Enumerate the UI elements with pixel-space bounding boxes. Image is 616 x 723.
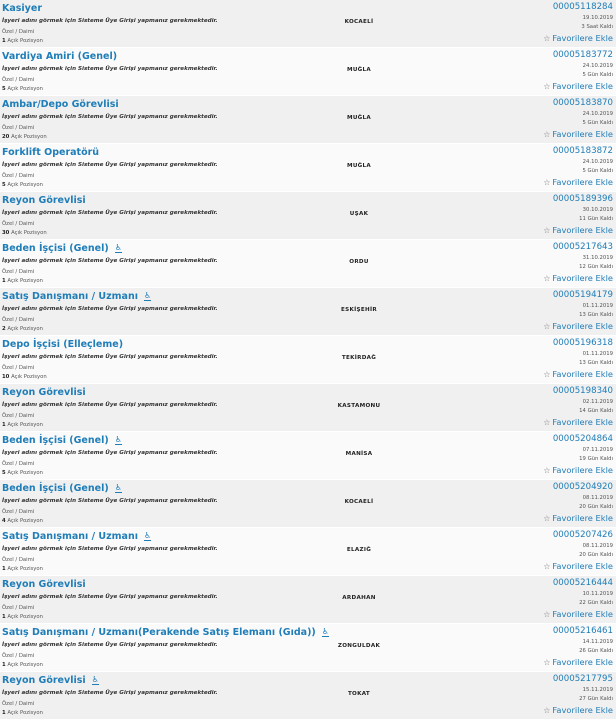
add-favorite-button[interactable] — [543, 177, 613, 187]
add-favorite-button[interactable] — [543, 369, 613, 379]
star-icon: ☆ — [543, 274, 551, 283]
job-deadline-date: 10.11.2019 — [582, 591, 613, 597]
job-id-link[interactable]: 00005204864 — [552, 434, 613, 444]
add-favorite-label: Favorilere Ekle — [552, 513, 613, 523]
time-remaining: 26 Gün Kaldı — [579, 648, 613, 654]
job-title-text: Beden İşçisi (Genel) — [2, 243, 109, 254]
job-city: MANİSA — [345, 451, 373, 457]
employer-notice: İşyeri adını görmek için Sisteme Üye Girişi yapmanız gerekmektedir. — [2, 66, 218, 72]
open-positions — [2, 326, 43, 332]
star-icon: ☆ — [543, 322, 551, 331]
time-remaining: 5 Gün Kaldı — [582, 168, 613, 174]
open-positions-count: 10 — [2, 374, 10, 380]
job-title-link[interactable] — [2, 195, 86, 206]
open-positions-label: Açık Pozisyon — [7, 326, 44, 332]
job-row — [0, 144, 616, 192]
job-deadline-date: 01.11.2019 — [582, 351, 613, 357]
job-deadline-date: 08.11.2019 — [582, 543, 613, 549]
job-title-text: Forklift Operatörü — [2, 147, 100, 158]
employer-notice: İşyeri adını görmek için Sisteme Üye Girişi yapmanız gerekmektedir. — [2, 258, 218, 264]
open-positions-count: 1 — [2, 614, 6, 620]
job-deadline-date: 31.10.2019 — [582, 255, 613, 261]
job-title-text: Vardiya Amiri (Genel) — [2, 51, 118, 62]
star-icon: ☆ — [543, 370, 551, 379]
job-city: UŞAK — [349, 211, 369, 217]
job-deadline-date: 15.11.2019 — [582, 687, 613, 693]
star-icon: ☆ — [543, 610, 551, 619]
open-positions — [2, 182, 43, 188]
open-positions — [2, 86, 43, 92]
job-id-link[interactable]: 00005183872 — [552, 146, 613, 156]
job-id-link[interactable]: 00005207426 — [552, 530, 613, 540]
job-title-text: Beden İşçisi (Genel) — [2, 483, 109, 494]
add-favorite-label: Favorilere Ekle — [552, 81, 613, 91]
job-title-link[interactable] — [2, 243, 122, 254]
job-city: MUĞLA — [346, 163, 372, 169]
add-favorite-label: Favorilere Ekle — [552, 657, 613, 667]
wheelchair-icon: ♿ — [143, 291, 152, 300]
job-id-link[interactable]: 00005118284 — [552, 2, 613, 12]
job-id-link[interactable]: 00005216461 — [552, 626, 613, 636]
open-positions — [2, 230, 47, 236]
job-id-link[interactable]: 00005216444 — [552, 578, 613, 588]
star-icon: ☆ — [543, 658, 551, 667]
open-positions-count: 1 — [2, 662, 6, 668]
star-icon: ☆ — [543, 418, 551, 427]
time-remaining: 13 Gün Kaldı — [579, 312, 613, 318]
job-title-link[interactable] — [2, 147, 99, 158]
add-favorite-button[interactable] — [543, 465, 613, 475]
employer-notice: İşyeri adını görmek için Sisteme Üye Girişi yapmanız gerekmektedir. — [2, 162, 218, 168]
time-remaining: 14 Gün Kaldı — [579, 408, 613, 414]
employment-type: Özel / Daimi — [2, 413, 35, 419]
job-title-text: Kasiyer — [2, 3, 43, 14]
open-positions-label: Açık Pozisyon — [7, 422, 44, 428]
job-row — [0, 576, 616, 624]
employer-notice: İşyeri adını görmek için Sisteme Üye Girişi yapmanız gerekmektedir. — [2, 114, 218, 120]
time-remaining: 13 Gün Kaldı — [579, 360, 613, 366]
wheelchair-icon: ♿ — [143, 531, 152, 540]
add-favorite-label: Favorilere Ekle — [552, 561, 613, 571]
open-positions-count: 4 — [2, 518, 6, 524]
open-positions-count: 1 — [2, 566, 6, 572]
wheelchair-icon: ♿ — [114, 243, 122, 252]
add-favorite-label: Favorilere Ekle — [552, 465, 613, 475]
open-positions-count: 1 — [2, 710, 6, 716]
employment-type: Özel / Daimi — [2, 557, 35, 563]
job-city: KOCAELİ — [344, 499, 374, 505]
job-title-text: Reyon Görevlisi — [2, 675, 86, 686]
job-row — [0, 336, 616, 384]
open-positions-count: 2 — [2, 326, 6, 332]
open-positions-label: Açık Pozisyon — [11, 134, 47, 140]
open-positions-label: Açık Pozisyon — [11, 374, 47, 380]
job-title-text: Ambar/Depo Görevlisi — [2, 99, 119, 110]
add-favorite-label: Favorilere Ekle — [552, 705, 613, 715]
employer-notice: İşyeri adını görmek için Sisteme Üye Girişi yapmanız gerekmektedir. — [2, 498, 218, 504]
add-favorite-button[interactable] — [543, 705, 613, 715]
open-positions-label: Açık Pozisyon — [7, 566, 44, 572]
job-title-link[interactable] — [2, 387, 86, 398]
add-favorite-button[interactable] — [543, 81, 613, 91]
open-positions — [2, 566, 43, 572]
add-favorite-label: Favorilere Ekle — [552, 129, 613, 139]
open-positions-count: 5 — [2, 470, 6, 476]
add-favorite-button[interactable] — [543, 417, 613, 427]
add-favorite-label: Favorilere Ekle — [552, 225, 613, 235]
job-id-link[interactable]: 00005196318 — [552, 338, 613, 348]
job-row — [0, 192, 616, 240]
employment-type: Özel / Daimi — [2, 317, 35, 323]
job-row — [0, 240, 616, 288]
job-row — [0, 672, 616, 720]
employer-notice: İşyeri adını görmek için Sisteme Üye Girişi yapmanız gerekmektedir. — [2, 690, 218, 696]
job-title-text: Reyon Görevlisi — [2, 579, 86, 590]
open-positions-label: Açık Pozisyon — [7, 38, 44, 44]
employment-type: Özel / Daimi — [2, 365, 35, 371]
job-city: ARDAHAN — [342, 595, 376, 601]
job-city: ELAZIĞ — [346, 547, 372, 553]
job-row — [0, 624, 616, 672]
open-positions-count: 1 — [2, 278, 6, 284]
add-favorite-button[interactable] — [543, 33, 613, 43]
job-id-link[interactable]: 00005183772 — [552, 50, 613, 60]
open-positions — [2, 134, 47, 140]
star-icon: ☆ — [543, 706, 551, 715]
open-positions-label: Açık Pozisyon — [7, 470, 44, 476]
job-id-link[interactable]: 00005189396 — [552, 194, 613, 204]
time-remaining: 27 Gün Kaldı — [579, 696, 613, 702]
job-row — [0, 528, 616, 576]
time-remaining: 19 Gün Kaldı — [579, 456, 613, 462]
job-id-link[interactable]: 00005198340 — [552, 386, 613, 396]
add-favorite-button[interactable] — [543, 321, 613, 331]
job-city: ORDU — [349, 259, 369, 265]
time-remaining: 11 Gün Kaldı — [579, 216, 613, 222]
add-favorite-label: Favorilere Ekle — [552, 609, 613, 619]
job-title-link[interactable] — [2, 339, 123, 350]
star-icon: ☆ — [543, 34, 551, 43]
add-favorite-button[interactable] — [543, 225, 613, 235]
job-title-link[interactable] — [2, 627, 329, 638]
job-title-link[interactable] — [2, 51, 117, 62]
job-deadline-date: 01.11.2019 — [582, 303, 613, 309]
job-title-text: Reyon Görevlisi — [2, 195, 86, 206]
job-deadline-date: 02.11.2019 — [582, 399, 613, 405]
job-city: ESKİŞEHİR — [341, 307, 377, 313]
job-city: MUĞLA — [346, 115, 372, 121]
star-icon: ☆ — [543, 562, 551, 571]
open-positions-label: Açık Pozisyon — [7, 710, 44, 716]
time-remaining: 20 Gün Kaldı — [579, 552, 613, 558]
time-remaining: 5 Gün Kaldı — [582, 120, 613, 126]
job-title-link[interactable] — [2, 99, 119, 110]
wheelchair-icon: ♿ — [114, 435, 122, 444]
open-positions-count: 5 — [2, 182, 6, 188]
open-positions-label: Açık Pozisyon — [7, 662, 44, 668]
job-row — [0, 48, 616, 96]
open-positions-label: Açık Pozisyon — [7, 278, 44, 284]
job-city: TOKAT — [347, 691, 371, 697]
job-title-link[interactable] — [2, 675, 99, 686]
employment-type: Özel / Daimi — [2, 701, 35, 707]
job-city: KOCAELİ — [344, 19, 374, 25]
job-id-link[interactable]: 00005183870 — [552, 98, 613, 108]
add-favorite-button[interactable] — [543, 609, 613, 619]
job-deadline-date: 19.10.2019 — [582, 15, 613, 21]
job-row — [0, 0, 616, 48]
open-positions-label: Açık Pozisyon — [7, 182, 44, 188]
job-title-text: Beden İşçisi (Genel) — [2, 435, 109, 446]
employer-notice: İşyeri adını görmek için Sisteme Üye Girişi yapmanız gerekmektedir. — [2, 594, 218, 600]
open-positions-label: Açık Pozisyon — [7, 614, 44, 620]
wheelchair-icon: ♿ — [114, 483, 122, 492]
open-positions-count: 1 — [2, 38, 6, 44]
open-positions-count: 30 — [2, 230, 10, 236]
star-icon: ☆ — [543, 178, 551, 187]
job-deadline-date: 08.11.2019 — [582, 495, 613, 501]
add-favorite-label: Favorilere Ekle — [552, 321, 613, 331]
employer-notice: İşyeri adını görmek için Sisteme Üye Girişi yapmanız gerekmektedir. — [2, 546, 218, 552]
job-id-link[interactable]: 00005204920 — [552, 482, 613, 492]
employer-notice: İşyeri adını görmek için Sisteme Üye Girişi yapmanız gerekmektedir. — [2, 210, 218, 216]
job-id-link[interactable]: 00005217795 — [552, 674, 613, 684]
open-positions — [2, 662, 43, 668]
employer-notice: İşyeri adını görmek için Sisteme Üye Girişi yapmanız gerekmektedir. — [2, 354, 218, 360]
job-city: TEKİRDAĞ — [341, 355, 377, 361]
job-title-text: Satış Danışmanı / Uzmanı(Perakende Satış Elemanı (Gıda)) — [2, 627, 316, 638]
wheelchair-icon: ♿ — [91, 675, 99, 684]
open-positions — [2, 614, 43, 620]
star-icon: ☆ — [543, 130, 551, 139]
job-deadline-date: 24.10.2019 — [582, 111, 613, 117]
job-city: KASTAMONU — [337, 403, 381, 409]
time-remaining: 5 Gün Kaldı — [582, 72, 613, 78]
job-title-link[interactable] — [2, 531, 151, 542]
employment-type: Özel / Daimi — [2, 653, 35, 659]
add-favorite-button[interactable] — [543, 129, 613, 139]
open-positions-label: Açık Pozisyon — [11, 230, 47, 236]
employer-notice: İşyeri adını görmek için Sisteme Üye Girişi yapmanız gerekmektedir. — [2, 402, 218, 408]
open-positions-label: Açık Pozisyon — [7, 86, 44, 92]
employer-notice: İşyeri adını görmek için Sisteme Üye Girişi yapmanız gerekmektedir. — [2, 450, 218, 456]
add-favorite-button[interactable] — [543, 561, 613, 571]
job-deadline-date: 07.11.2019 — [582, 447, 613, 453]
time-remaining: 22 Gün Kaldı — [579, 600, 613, 606]
add-favorite-label: Favorilere Ekle — [552, 177, 613, 187]
add-favorite-label: Favorilere Ekle — [552, 417, 613, 427]
open-positions — [2, 422, 43, 428]
job-title-link[interactable] — [2, 579, 86, 590]
employment-type: Özel / Daimi — [2, 605, 35, 611]
job-row — [0, 96, 616, 144]
employment-type: Özel / Daimi — [2, 125, 35, 131]
time-remaining: 12 Gün Kaldı — [579, 264, 613, 270]
add-favorite-label: Favorilere Ekle — [552, 33, 613, 43]
add-favorite-label: Favorilere Ekle — [552, 273, 613, 283]
open-positions-label: Açık Pozisyon — [7, 518, 44, 524]
add-favorite-button[interactable] — [543, 513, 613, 523]
job-deadline-date: 24.10.2019 — [582, 159, 613, 165]
open-positions-count: 20 — [2, 134, 10, 140]
open-positions — [2, 374, 47, 380]
star-icon: ☆ — [543, 466, 551, 475]
add-favorite-button[interactable] — [543, 657, 613, 667]
open-positions — [2, 518, 43, 524]
job-title-link[interactable] — [2, 291, 151, 302]
employment-type: Özel / Daimi — [2, 29, 35, 35]
open-positions-count: 1 — [2, 422, 6, 428]
job-row — [0, 384, 616, 432]
open-positions — [2, 278, 43, 284]
employment-type: Özel / Daimi — [2, 509, 35, 515]
employment-type: Özel / Daimi — [2, 77, 35, 83]
open-positions — [2, 710, 43, 716]
wheelchair-icon: ♿ — [321, 627, 329, 636]
job-title-text: Satış Danışmanı / Uzmanı — [2, 531, 138, 542]
job-title-text: Reyon Görevlisi — [2, 387, 86, 398]
employer-notice: İşyeri adını görmek için Sisteme Üye Girişi yapmanız gerekmektedir. — [2, 642, 218, 648]
employment-type: Özel / Daimi — [2, 173, 35, 179]
employer-notice: İşyeri adını görmek için Sisteme Üye Girişi yapmanız gerekmektedir. — [2, 306, 218, 312]
add-favorite-label: Favorilere Ekle — [552, 369, 613, 379]
job-title-link[interactable] — [2, 435, 122, 446]
job-title-text: Depo İşçisi (Elleçleme) — [2, 339, 124, 350]
employer-notice: İşyeri adını görmek için Sisteme Üye Girişi yapmanız gerekmektedir. — [2, 18, 218, 24]
job-city: MUĞLA — [346, 67, 372, 73]
employment-type: Özel / Daimi — [2, 461, 35, 467]
job-id-link[interactable]: 00005194179 — [552, 290, 613, 300]
employment-type: Özel / Daimi — [2, 269, 35, 275]
job-row — [0, 480, 616, 528]
job-title-text: Satış Danışmanı / Uzmanı — [2, 291, 138, 302]
add-favorite-button[interactable] — [543, 273, 613, 283]
job-city: ZONGULDAK — [337, 643, 381, 649]
open-positions-count: 5 — [2, 86, 6, 92]
job-deadline-date: 30.10.2019 — [582, 207, 613, 213]
star-icon: ☆ — [543, 82, 551, 91]
employment-type: Özel / Daimi — [2, 221, 35, 227]
job-title-link[interactable] — [2, 3, 42, 14]
open-positions — [2, 470, 43, 476]
job-row — [0, 288, 616, 336]
time-remaining: 3 Saat Kaldı — [581, 24, 613, 30]
job-deadline-date: 24.10.2019 — [582, 63, 613, 69]
open-positions — [2, 38, 43, 44]
star-icon: ☆ — [543, 514, 551, 523]
job-deadline-date: 14.11.2019 — [582, 639, 613, 645]
star-icon: ☆ — [543, 226, 551, 235]
job-title-link[interactable] — [2, 483, 122, 494]
job-row — [0, 432, 616, 480]
time-remaining: 20 Gün Kaldı — [579, 504, 613, 510]
job-id-link[interactable]: 00005217643 — [552, 242, 613, 252]
